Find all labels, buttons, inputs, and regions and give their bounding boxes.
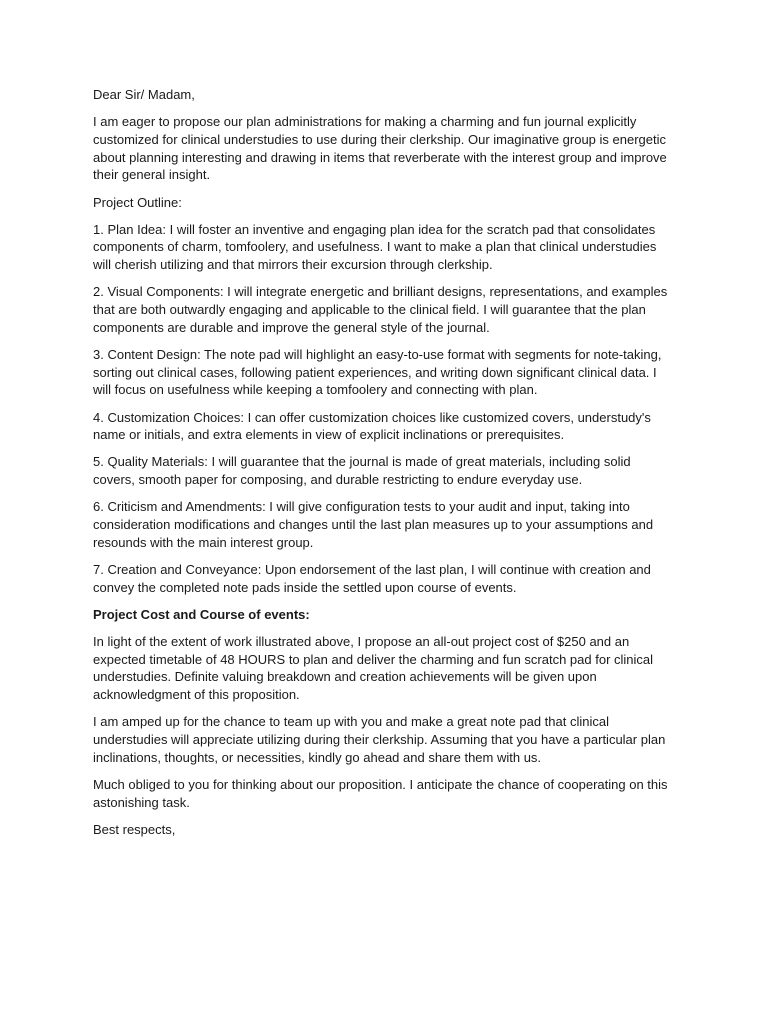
outline-item-quality-materials: 5. Quality Materials: I will guarantee that the journal is made of great materials, including solid covers, smooth paper for composing, and durable restricting to endure everyday use.: [93, 454, 631, 488]
outline-item-visual-components: 2. Visual Components: I will integrate energetic and brilliant designs, representations, and examples that are both outwardly engaging and applicable to the clinical field. I will guarantee that the plan components are durable and improve the general style of the journal.: [93, 284, 668, 335]
salutation: Dear Sir/ Madam,: [93, 87, 195, 102]
outline-item-creation: 7. Creation and Conveyance: Upon endorsement of the last plan, I will continue with creation and convey the completed note pads inside the settled upon course of events.: [93, 561, 651, 595]
outline-item-plan-idea: 1. Plan Idea: I will foster an inventive and engaging plan idea for the scratch pad that consolidates components of charm, tomfoolery, and usefulness. I want to make a plan that clinical understudies will cherish utilizing and that mirrors their excursion through clerkship.: [93, 221, 657, 273]
thanks-paragraph: Much obliged to you for thinking about our proposition. I anticipate the chance of cooperating on this astonishing task.: [93, 777, 668, 810]
letter-body: [93, 86, 675, 848]
cost-heading: Project Cost and Course of events:: [93, 606, 310, 622]
cost-paragraph: In light of the extent of work illustrated above, I propose an all-out project cost of $250 and an expected timetable of 48 HOURS to plan and deliver the charming and fun scratch pad for clinical understudies. Definite valuing breakdown and creation achievements will be given upon acknowledgment of this proposition.: [93, 634, 654, 703]
outline-item-criticism: 6. Criticism and Amendments: I will give configuration tests to your audit and input, taking into consideration modifications and changes until the last plan measures up to your assumptions and resounds with the main interest group.: [93, 499, 654, 550]
outline-heading: Project Outline:: [93, 194, 182, 210]
outline-item-content-design: 3. Content Design: The note pad will highlight an easy-to-use format with segments for note-taking, sorting out clinical cases, following patient experiences, and writing down significant clinical data. I will focus on usefulness while keeping a tomfoolery and connecting with plan.: [93, 346, 662, 398]
outline-item-customization: 4. Customization Choices: I can offer customization choices like customized covers, understudy's name or initials, and extra elements in view of explicit inclinations or prerequisites.: [93, 409, 651, 443]
intro-paragraph: I am eager to propose our plan administrations for making a charming and fun journal explicitly customized for clinical understudies to use during their clerkship. Our imaginative group is energetic about planning interesting and drawing in items that reverberate with the interest group and improve their general insight.: [93, 114, 667, 183]
closing-paragraph: I am amped up for the chance to team up with you and make a great note pad that clinical understudies will appreciate utilizing during their clerkship. Assuming that you have a particular plan inclinations, thoughts, or necessities, kindly go ahead and share them with us.: [93, 714, 666, 765]
signoff: Best respects,: [93, 821, 176, 837]
